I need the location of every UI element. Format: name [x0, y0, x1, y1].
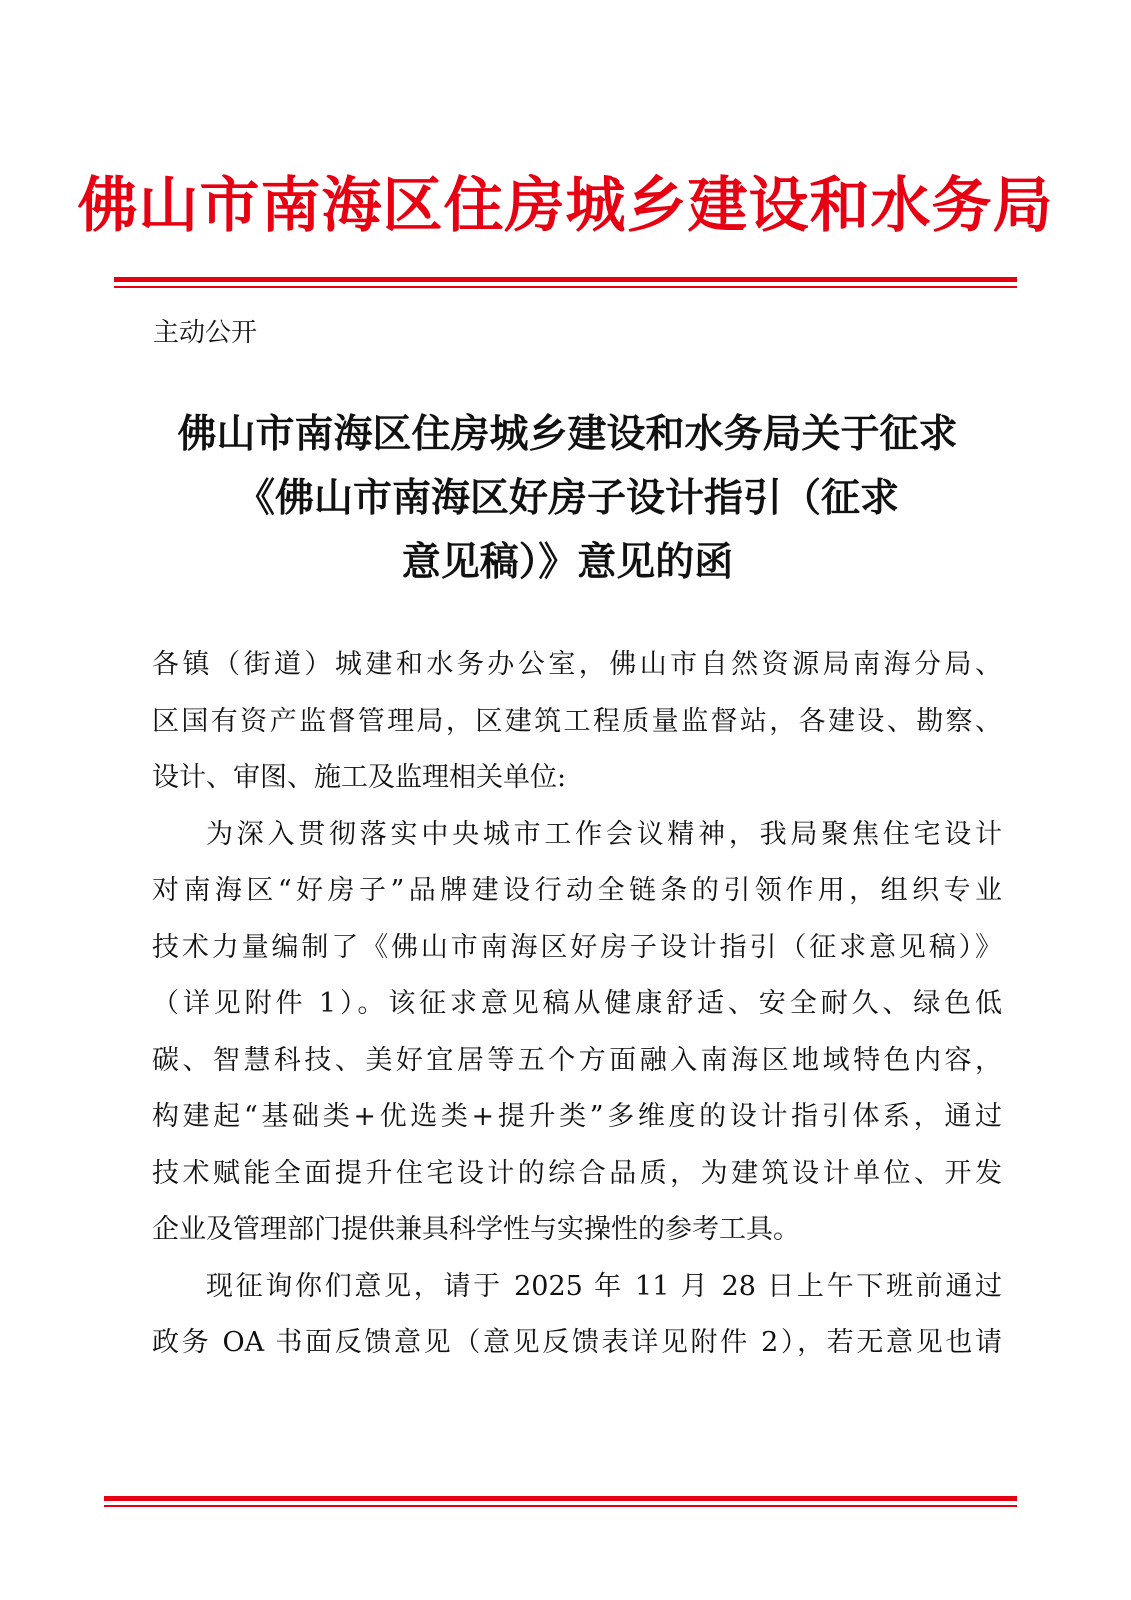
header-rule-thick: [114, 277, 1017, 282]
document-body: [152, 637, 1002, 1372]
footer-rule-thin: [104, 1505, 1017, 1507]
paragraph-line: 对南海区“好房子”品牌建设行动全链条的引领作用，组织专业: [152, 875, 1002, 906]
addressee-line: 区国有资产监督管理局，区建筑工程质量监督站，各建设、勘察、: [152, 705, 1002, 737]
paragraph-line: （详见附件 1）。该征求意见稿从健康舒适、安全耐久、绿色低: [152, 988, 1002, 1019]
addressee-line: 设计、审图、施工及监理相关单位:: [152, 762, 567, 793]
paragraph-line: 碳、智慧科技、美好宜居等五个方面融入南海区地域特色内容，: [152, 1044, 1002, 1076]
footer-rule-thick: [104, 1496, 1017, 1501]
paragraph-line: 技术力量编制了《佛山市南海区好房子设计指引（征求意见稿）》: [152, 931, 1002, 963]
document-title-line: 佛山市南海区住房城乡建设和水务局关于征求: [177, 411, 958, 457]
paragraph-line: 现征询你们意见，请于 2025 年 11 月 28 日上午下班前通过: [206, 1270, 1002, 1302]
agency-header-title: 佛山市南海区住房城乡建设和水务局: [77, 171, 1054, 241]
paragraph-line: 政务 OA 书面反馈意见（意见反馈表详见附件 2），若无意见也请: [152, 1327, 1002, 1358]
document-title-line: 《佛山市南海区好房子设计指引（征求: [235, 475, 899, 521]
disclosure-label: 主动公开: [153, 318, 258, 348]
paragraph-line: 技术赋能全面提升住宅设计的综合品质，为建筑设计单位、开发: [152, 1157, 1002, 1189]
paragraph-line: 构建起“基础类+优选类+提升类”多维度的设计指引体系，通过: [152, 1101, 1002, 1132]
document-title-line: 意见稿）》意见的函: [401, 539, 734, 585]
document-title: [140, 402, 995, 594]
paragraph-line: 为深入贯彻落实中央城市工作会议精神，我局聚焦住宅设计: [206, 818, 1002, 850]
addressee-line: 各镇（街道）城建和水务办公室，佛山市自然资源局南海分局、: [152, 649, 1002, 680]
header-rule-thin: [114, 286, 1017, 288]
paragraph-line: 企业及管理部门提供兼具科学性与实操性的参考工具。: [152, 1214, 800, 1245]
